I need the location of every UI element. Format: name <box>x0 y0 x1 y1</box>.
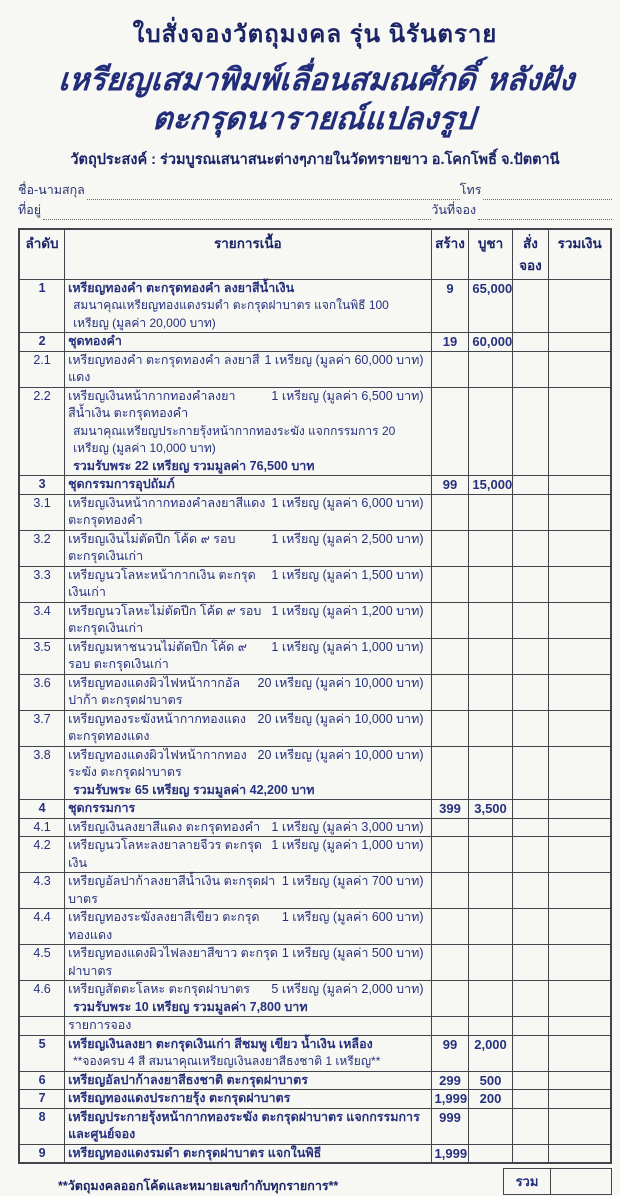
amount-total-cell[interactable] <box>549 800 611 819</box>
item-number-cell: 3.3 <box>19 566 65 602</box>
item-text: เหรียญนวโลหะหน้ากากเงิน ตะกรุดเงินเก่า <box>68 567 256 599</box>
made-count-cell: 9 <box>431 279 469 333</box>
item-line-summary <box>68 782 427 800</box>
worship-price-cell: 15,000 <box>469 476 512 495</box>
order-quantity-cell[interactable] <box>512 602 549 638</box>
amount-total-cell[interactable] <box>549 333 611 352</box>
worship-price-cell <box>469 837 512 873</box>
item-number-cell <box>19 1017 65 1036</box>
item-text: เหรียญสัตตะโลหะ ตะกรุดฝาบาตร <box>68 982 251 996</box>
item-quantity-value: 1 เหรียญ (มูลค่า 1,000 บาท) <box>271 838 424 852</box>
item-description-cell <box>65 530 431 566</box>
table-row <box>19 530 611 566</box>
made-count-cell: 299 <box>431 1071 469 1090</box>
worship-price-cell <box>469 1017 512 1036</box>
grand-total-box <box>503 1168 612 1195</box>
purpose-line: วัตถุประสงค์ : ร่วมบูรณเสนาสนะต่างๆภายในวัดทรายขาว อ.โคกโพธิ์ จ.ปัตตานี <box>70 151 560 168</box>
item-description-cell <box>65 1017 431 1036</box>
worship-price-cell <box>469 818 512 837</box>
worship-price-cell: 2,000 <box>469 1035 512 1071</box>
item-quantity-value: 20 เหรียญ (มูลค่า 10,000 บาท) <box>257 711 424 726</box>
item-line-main <box>68 1017 427 1035</box>
made-count-cell: 99 <box>431 1035 469 1071</box>
item-line-main <box>68 639 427 674</box>
item-description-cell <box>65 1090 431 1109</box>
made-count-cell <box>431 909 469 945</box>
booking-date-label: วันที่จอง <box>431 202 477 217</box>
customer-row-1 <box>18 183 612 200</box>
item-quantity-value: 20 เหรียญ (มูลค่า 10,000 บาท) <box>257 675 424 690</box>
order-quantity-cell[interactable] <box>512 981 549 1017</box>
made-count-cell: 99 <box>431 476 469 495</box>
customer-row-2 <box>18 203 612 220</box>
column-header-0: ลำดับ <box>19 229 65 280</box>
item-description-cell <box>65 638 431 674</box>
made-count-cell <box>431 837 469 873</box>
item-number-cell: 3.1 <box>19 494 65 530</box>
made-count-cell <box>431 638 469 674</box>
item-number-cell: 3.8 <box>19 746 65 800</box>
order-quantity-cell[interactable] <box>512 530 549 566</box>
bottom-section <box>18 1168 612 1196</box>
item-number-cell: 1 <box>19 279 65 333</box>
item-text: เหรียญทองแดงผิวไฟหน้ากากทองระฆัง ตะกรุดฝาบาตร <box>68 747 247 779</box>
item-number-cell: 3.2 <box>19 530 65 566</box>
column-header-4: สั่งจอง <box>512 229 549 280</box>
order-quantity-cell[interactable] <box>512 494 549 530</box>
worship-price-cell: 500 <box>469 1071 512 1090</box>
item-quantity-value: 1 เหรียญ (มูลค่า 500 บาท) <box>281 946 424 960</box>
item-quantity-value: 1 เหรียญ (มูลค่า 6,500 บาท) <box>271 388 424 403</box>
item-description-cell <box>65 333 431 352</box>
item-line-summary <box>68 999 427 1017</box>
order-quantity-cell[interactable] <box>512 909 549 945</box>
address-field[interactable] <box>43 207 431 220</box>
item-line-main <box>68 1072 427 1090</box>
made-count-cell: 999 <box>431 1108 469 1144</box>
item-line-main <box>68 352 427 387</box>
order-quantity-cell[interactable] <box>512 351 549 387</box>
table-row <box>19 818 611 837</box>
worship-price-cell <box>469 566 512 602</box>
item-description-cell <box>65 602 431 638</box>
worship-price-cell <box>469 494 512 530</box>
customer-info-section <box>18 183 612 220</box>
item-description-cell <box>65 873 431 909</box>
table-row <box>19 387 611 476</box>
grand-total-label: รวม <box>504 1169 551 1194</box>
order-quantity-cell[interactable] <box>512 1071 549 1090</box>
worship-price-cell: 200 <box>469 1090 512 1109</box>
table-row <box>19 1017 611 1036</box>
amount-total-cell[interactable] <box>549 476 611 495</box>
footer-note: **วัตถุมงคลออกโค้ดและหมายเลขกำกับทุกรายการ** <box>58 1179 339 1193</box>
item-text: เหรียญนวโลหะลงยาลายจีวร ตะกรุดเงิน <box>68 838 263 870</box>
order-table <box>18 228 612 1165</box>
item-text: เหรียญเงินหน้ากากทองคำลงยาสีน้ำเงิน ตะกรุดทองคำ <box>68 388 236 420</box>
made-count-cell: 19 <box>431 333 469 352</box>
made-count-cell: 1,999 <box>431 1144 469 1163</box>
item-quantity-value: 5 เหรียญ (มูลค่า 2,000 บาท) <box>271 982 424 996</box>
item-description-cell <box>65 494 431 530</box>
made-count-cell <box>431 981 469 1017</box>
item-text: เหรียญทองแดงรมดำ ตะกรุดฝาบาตร แจกในพิธี <box>68 1145 322 1160</box>
item-line-main <box>68 747 427 782</box>
form-header <box>18 14 612 171</box>
made-count-cell <box>431 494 469 530</box>
worship-price-cell <box>469 674 512 710</box>
amount-total-cell[interactable] <box>549 873 611 909</box>
item-line-main <box>68 603 427 638</box>
made-count-cell <box>431 530 469 566</box>
order-quantity-cell[interactable] <box>512 279 549 333</box>
item-quantity-value: 1 เหรียญ (มูลค่า 60,000 บาท) <box>264 352 424 367</box>
item-description-cell <box>65 1144 431 1163</box>
worship-price-cell: 3,500 <box>469 800 512 819</box>
table-row <box>19 1035 611 1071</box>
made-count-cell: 399 <box>431 800 469 819</box>
item-line-main <box>68 675 427 710</box>
item-number-cell: 3.5 <box>19 638 65 674</box>
worship-price-cell <box>469 1108 512 1144</box>
table-row <box>19 1144 611 1163</box>
table-row <box>19 351 611 387</box>
made-count-cell <box>431 566 469 602</box>
column-header-5: รวมเงิน <box>549 229 611 280</box>
item-number-cell: 3.7 <box>19 710 65 746</box>
item-text: รายการจอง <box>68 1018 132 1032</box>
order-quantity-cell[interactable] <box>512 1035 549 1071</box>
amount-total-cell[interactable] <box>549 981 611 1017</box>
column-header-3: บูชา <box>469 229 512 280</box>
made-count-cell <box>431 387 469 476</box>
item-quantity-value: 1 เหรียญ (มูลค่า 1,000 บาท) <box>271 639 424 654</box>
item-description-cell <box>65 476 431 495</box>
worship-price-cell: 65,000 <box>469 279 512 333</box>
tel-label: โทร <box>459 182 482 197</box>
item-description-cell <box>65 387 431 476</box>
order-quantity-cell[interactable] <box>512 818 549 837</box>
table-row <box>19 1108 611 1144</box>
item-description-cell <box>65 981 431 1017</box>
item-quantity-value: 1 เหรียญ (มูลค่า 3,000 บาท) <box>271 819 424 834</box>
made-count-cell <box>431 602 469 638</box>
amount-total-cell[interactable] <box>549 1017 611 1036</box>
order-quantity-cell[interactable] <box>512 1017 549 1036</box>
amount-total-cell[interactable] <box>549 1035 611 1071</box>
item-line-main <box>68 476 427 494</box>
item-text: เหรียญทองแดงผิวไฟลงยาสีขาว ตะกรุดฝาบาตร <box>68 946 278 978</box>
amount-total-cell[interactable] <box>549 566 611 602</box>
item-quantity-value: 20 เหรียญ (มูลค่า 10,000 บาท) <box>257 747 424 762</box>
amount-total-cell[interactable] <box>549 945 611 981</box>
order-quantity-cell[interactable] <box>512 800 549 819</box>
worship-price-cell <box>469 873 512 909</box>
order-quantity-cell[interactable] <box>512 945 549 981</box>
page-title: ใบสั่งจองวัตถุมงคล รุ่น นิรันตราย <box>132 21 498 48</box>
item-text: ชุดทองคำ <box>68 334 122 348</box>
item-number-cell: 8 <box>19 1108 65 1144</box>
item-description-cell <box>65 800 431 819</box>
item-number-cell: 4.6 <box>19 981 65 1017</box>
item-line-note <box>68 423 427 458</box>
item-line-main <box>68 495 427 530</box>
amount-total-cell[interactable] <box>549 837 611 873</box>
item-line-main <box>68 280 427 298</box>
order-quantity-cell[interactable] <box>512 674 549 710</box>
item-line-main <box>68 873 427 908</box>
table-row <box>19 566 611 602</box>
table-row <box>19 837 611 873</box>
amount-total-cell[interactable] <box>549 638 611 674</box>
item-description-cell <box>65 566 431 602</box>
amount-total-cell[interactable] <box>549 1090 611 1109</box>
worship-price-cell <box>469 530 512 566</box>
amount-total-cell[interactable] <box>549 818 611 837</box>
item-description-cell <box>65 945 431 981</box>
booking-date-field[interactable] <box>478 207 612 220</box>
item-description-cell <box>65 837 431 873</box>
table-row <box>19 476 611 495</box>
worship-price-cell <box>469 746 512 800</box>
item-line-main <box>68 1145 427 1163</box>
column-header-2: สร้าง <box>431 229 469 280</box>
item-number-cell: 7 <box>19 1090 65 1109</box>
item-number-cell: 9 <box>19 1144 65 1163</box>
worship-price-cell <box>469 981 512 1017</box>
item-line-main <box>68 981 427 999</box>
item-description-cell <box>65 710 431 746</box>
item-quantity-value: 1 เหรียญ (มูลค่า 600 บาท) <box>281 910 424 924</box>
item-line-main <box>68 945 427 980</box>
item-number-cell: 4.4 <box>19 909 65 945</box>
made-count-cell: 1,999 <box>431 1090 469 1109</box>
table-row <box>19 945 611 981</box>
item-text: ชุดกรรมการ <box>68 801 136 815</box>
item-number-cell: 2.1 <box>19 351 65 387</box>
amulet-series-subtitle: เหรียญเสมาพิมพ์เลื่อนสมณศักดิ์ หลังฝังตะกรุดนารายณ์แปลงรูป <box>57 62 576 137</box>
order-quantity-cell[interactable] <box>512 1090 549 1109</box>
amount-total-cell[interactable] <box>549 674 611 710</box>
item-text: เหรียญเงินลงยาสีแดง ตะกรุดทองคำ <box>68 819 261 834</box>
item-text: เหรียญประกายรุ้งหน้ากากทองระฆัง ตะกรุดฝาบาตร แจกกรรมการและศูนย์จอง <box>68 1109 420 1141</box>
order-quantity-cell[interactable] <box>512 873 549 909</box>
made-count-cell <box>431 873 469 909</box>
item-text: เหรียญมหาชนวนไม่ตัดปีก โค้ด ๙ รอบ ตะกรุดเงินเก่า <box>68 639 247 671</box>
item-description-cell <box>65 1035 431 1071</box>
table-row <box>19 333 611 352</box>
worship-price-cell <box>469 710 512 746</box>
worship-price-cell: 60,000 <box>469 333 512 352</box>
order-quantity-cell[interactable] <box>512 746 549 800</box>
item-number-cell: 3.4 <box>19 602 65 638</box>
amount-total-cell[interactable] <box>549 1108 611 1144</box>
item-number-cell: 4.2 <box>19 837 65 873</box>
table-row <box>19 1071 611 1090</box>
item-description-cell <box>65 818 431 837</box>
item-description-cell <box>65 1071 431 1090</box>
made-count-cell <box>431 746 469 800</box>
amount-total-cell[interactable] <box>549 279 611 333</box>
table-row <box>19 674 611 710</box>
made-count-cell <box>431 945 469 981</box>
name-label: ชื่อ-นามสกุล <box>18 182 85 197</box>
order-quantity-cell[interactable] <box>512 638 549 674</box>
item-line-main <box>68 1090 427 1108</box>
item-description-cell <box>65 1108 431 1144</box>
item-number-cell: 2.2 <box>19 387 65 476</box>
item-description-cell <box>65 909 431 945</box>
item-text: เหรียญนวโลหะไม่ตัดปีก โค้ด ๙ รอบ ตะกรุดเงินเก่า <box>68 603 262 635</box>
table-row <box>19 1090 611 1109</box>
amount-total-cell[interactable] <box>549 746 611 800</box>
item-quantity-value: 1 เหรียญ (มูลค่า 6,000 บาท) <box>271 495 424 510</box>
table-row <box>19 279 611 333</box>
item-line-main <box>68 388 427 423</box>
amount-total-cell[interactable] <box>549 530 611 566</box>
amount-total-cell[interactable] <box>549 710 611 746</box>
order-quantity-cell[interactable] <box>512 1108 549 1144</box>
worship-price-cell <box>469 351 512 387</box>
tel-field[interactable] <box>483 187 612 200</box>
address-label: ที่อยู่ <box>18 202 42 217</box>
item-text: รวมรับพระ 10 เหรียญ รวมมูลค่า 7,800 บาท <box>73 999 308 1014</box>
item-description-cell <box>65 746 431 800</box>
item-text: เหรียญเงินไม่ตัดปีก โค้ด ๙ รอบ ตะกรุดเงินเก่า <box>68 531 236 563</box>
item-text: สมนาคุณเหรียญประกายรุ้งหน้ากากทองระฆัง แจกกรรมการ 20 เหรียญ (มูลค่า 10,000 บาท) <box>73 423 396 455</box>
item-text: เหรียญอัลปาก้าลงยาสีน้ำเงิน ตะกรุดฝาบาตร <box>68 874 276 906</box>
item-line-main <box>68 837 427 872</box>
order-quantity-cell[interactable] <box>512 710 549 746</box>
table-row <box>19 800 611 819</box>
item-text: รวมรับพระ 65 เหรียญ รวมมูลค่า 42,200 บาท <box>73 782 315 797</box>
item-text: **จองครบ 4 สี สมนาคุณเหรียญเงินลงยาสีธงชาติ 1 เหรียญ** <box>73 1054 381 1068</box>
item-number-cell: 3 <box>19 476 65 495</box>
item-line-main <box>68 567 427 602</box>
item-text: เหรียญทองระฆังหน้ากากทองแดง ตะกรุดทองแดง <box>68 711 247 743</box>
order-quantity-cell[interactable] <box>512 387 549 476</box>
item-number-cell: 4.5 <box>19 945 65 981</box>
table-row <box>19 638 611 674</box>
item-number-cell: 4 <box>19 800 65 819</box>
item-line-summary <box>68 458 427 476</box>
amount-total-cell[interactable] <box>549 387 611 476</box>
item-line-main <box>68 819 427 837</box>
name-field[interactable] <box>87 187 460 200</box>
item-quantity-value: 1 เหรียญ (มูลค่า 700 บาท) <box>281 874 424 888</box>
item-text: เหรียญทองระฆังลงยาสีเขียว ตะกรุดทองแดง <box>68 910 260 942</box>
item-text: รวมรับพระ 22 เหรียญ รวมมูลค่า 76,500 บาท <box>73 458 315 473</box>
column-header-1: รายการเนื้อ <box>65 229 431 280</box>
item-text: เหรียญทองคำ ตะกรุดทองคำ ลงยาสีแดง <box>68 352 260 384</box>
order-quantity-cell[interactable] <box>512 333 549 352</box>
item-line-main <box>68 531 427 566</box>
item-text: เหรียญเงินลงยา ตะกรุดเงินเก่า สีชมพู เขียว น้ำเงิน เหลือง <box>68 1036 373 1051</box>
worship-price-cell <box>469 602 512 638</box>
item-number-cell: 2 <box>19 333 65 352</box>
grand-total-amount[interactable] <box>551 1169 611 1194</box>
order-quantity-cell[interactable] <box>512 1144 549 1163</box>
table-row <box>19 909 611 945</box>
worship-price-cell <box>469 945 512 981</box>
table-row <box>19 710 611 746</box>
worship-price-cell <box>469 909 512 945</box>
item-text: ชุดกรรมการอุปถัมภ์ <box>68 477 175 491</box>
item-description-cell <box>65 279 431 333</box>
item-text: เหรียญทองคำ ตะกรุดทองคำ ลงยาสีน้ำเงิน <box>68 280 295 295</box>
item-text: สมนาคุณเหรียญทองแดงรมดำ ตะกรุดฝาบาตร แจกในพิธี 100 เหรียญ (มูลค่า 20,000 บาท) <box>73 298 389 330</box>
made-count-cell <box>431 674 469 710</box>
made-count-cell <box>431 818 469 837</box>
item-text: เหรียญเงินหน้ากากทองคำลงยาสีแดง ตะกรุดทองคำ <box>68 495 266 527</box>
item-description-cell <box>65 674 431 710</box>
amount-total-cell[interactable] <box>549 909 611 945</box>
item-quantity-value: 1 เหรียญ (มูลค่า 1,500 บาท) <box>271 567 424 582</box>
amount-total-cell[interactable] <box>549 602 611 638</box>
item-line-note <box>68 297 427 332</box>
order-quantity-cell[interactable] <box>512 476 549 495</box>
item-number-cell: 4.3 <box>19 873 65 909</box>
order-quantity-cell[interactable] <box>512 837 549 873</box>
item-number-cell: 3.6 <box>19 674 65 710</box>
table-row <box>19 981 611 1017</box>
item-quantity-value: 1 เหรียญ (มูลค่า 1,200 บาท) <box>271 603 424 618</box>
item-line-main <box>68 333 427 351</box>
worship-price-cell <box>469 638 512 674</box>
worship-price-cell <box>469 1144 512 1163</box>
made-count-cell <box>431 351 469 387</box>
item-line-main <box>68 909 427 944</box>
table-row <box>19 602 611 638</box>
made-count-cell <box>431 1017 469 1036</box>
item-line-main <box>68 711 427 746</box>
made-count-cell <box>431 710 469 746</box>
item-text: เหรียญทองแดงประกายรุ้ง ตะกรุดฝาบาตร <box>68 1091 291 1105</box>
item-number-cell: 5 <box>19 1035 65 1071</box>
item-number-cell: 4.1 <box>19 818 65 837</box>
order-table-header <box>19 229 611 280</box>
item-description-cell <box>65 351 431 387</box>
amount-total-cell[interactable] <box>549 351 611 387</box>
item-line-note <box>68 1053 427 1071</box>
item-line-main <box>68 1109 427 1144</box>
amount-total-cell[interactable] <box>549 1144 611 1163</box>
table-row <box>19 494 611 530</box>
worship-price-cell <box>469 387 512 476</box>
item-line-main <box>68 800 427 818</box>
item-line-main <box>68 1036 427 1054</box>
amount-total-cell[interactable] <box>549 1071 611 1090</box>
table-row <box>19 873 611 909</box>
item-quantity-value: 1 เหรียญ (มูลค่า 2,500 บาท) <box>271 531 424 546</box>
amount-total-cell[interactable] <box>549 494 611 530</box>
order-quantity-cell[interactable] <box>512 566 549 602</box>
item-text: เหรียญทองแดงผิวไฟหน้ากากอัลปาก้า ตะกรุดฝาบาตร <box>68 675 241 707</box>
item-number-cell: 6 <box>19 1071 65 1090</box>
table-row <box>19 746 611 800</box>
item-text: เหรียญอัลปาก้าลงยาสีธงชาติ ตะกรุดฝาบาตร <box>68 1072 308 1087</box>
